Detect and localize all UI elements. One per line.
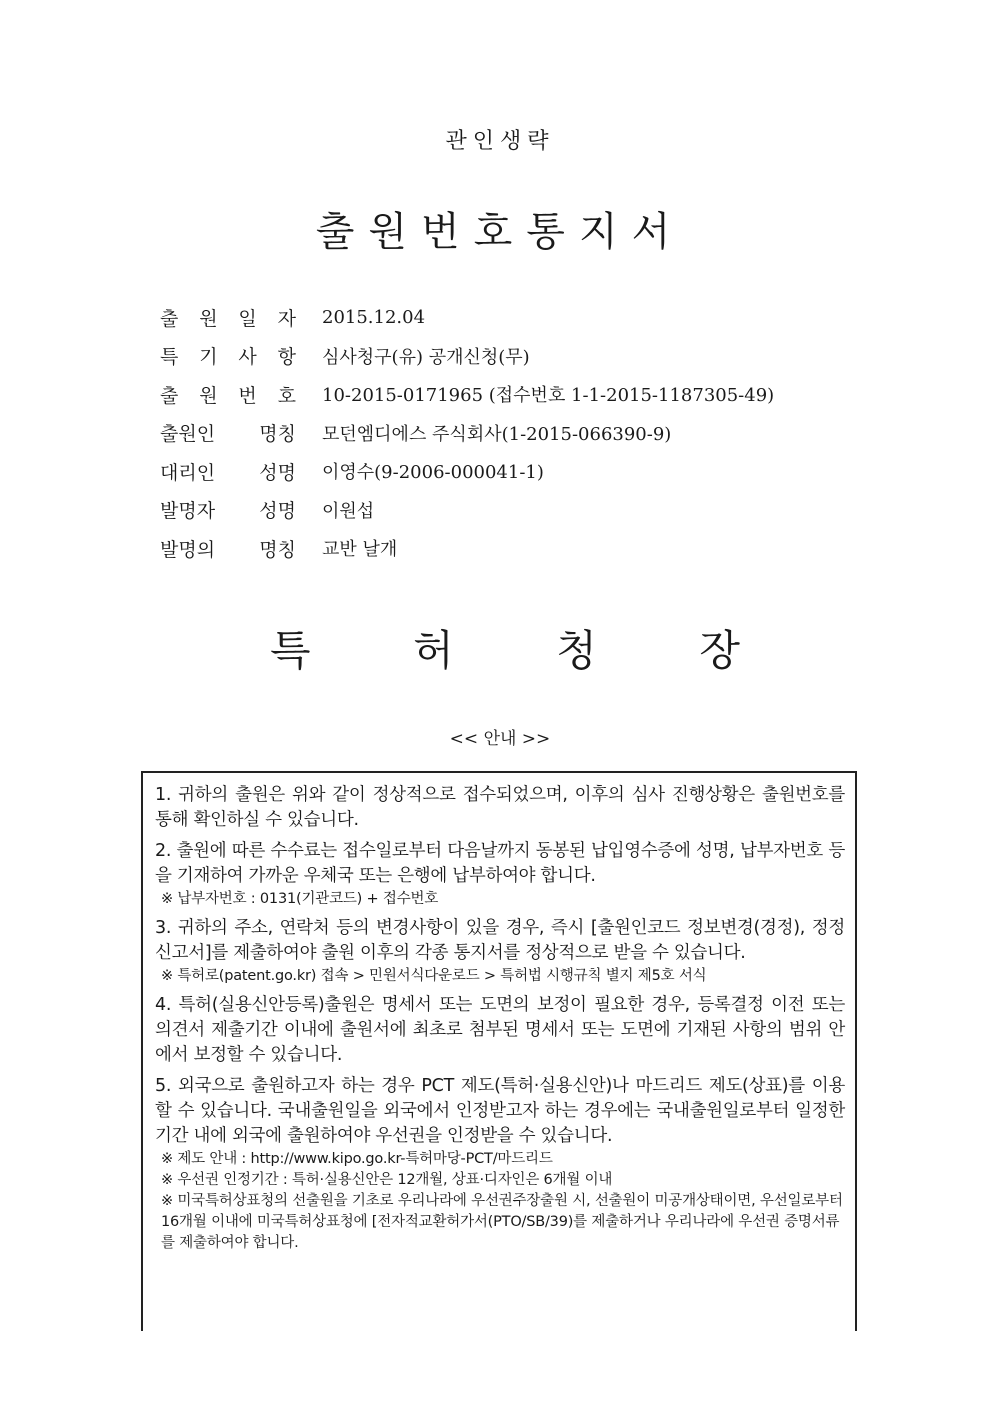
guide-box <box>141 771 857 1331</box>
info-value-invention-title: 교반 날개 <box>322 539 398 561</box>
document-title: 출원번호통지서 <box>315 209 685 255</box>
info-value-agent-name: 이영수(9-2006-000041-1) <box>322 462 544 484</box>
info-row-filing-date <box>160 298 860 337</box>
info-row-special-notes <box>160 337 860 376</box>
info-row-invention-title <box>160 529 860 568</box>
info-value-special-notes: 심사청구(유) 공개신청(무) <box>322 346 530 368</box>
info-label: 출원인 명칭 <box>160 423 296 446</box>
info-value-application-number: 10-2015-0171965 (접수번호 1-1-2015-1187305-49) <box>322 385 775 407</box>
info-label: 발명자 성명 <box>160 500 296 523</box>
guide-item-1: 1. 귀하의 출원은 위와 같이 정상적으로 접수되었으며, 이후의 심사 진행상황은 출원번호를 통해 확인하실 수 있습니다. <box>155 785 845 830</box>
guide-note: ※ 납부자번호 : 0131(기관코드) + 접수번호 <box>161 891 439 907</box>
info-label: 대리인 성명 <box>160 461 296 484</box>
info-row-agent-name <box>160 452 860 491</box>
guide-item-3: 3. 귀하의 주소, 연락처 등의 변경사항이 있을 경우, 즉시 [출원인코드 정보변경(경정), 정정신고서]를 제출하여야 출원 이후의 각종 통지서를 정상적으로 받을 수 있습니다. ※ 특허로(patent.go.kr) 접속 > 민원서식다운로드 > 특허법 시행규칙 별지 제5호 서식 <box>155 916 845 987</box>
info-value-applicant-name: 모던엠디에스 주식회사(1-2015-066390-9) <box>322 423 672 445</box>
info-row-inventor-name <box>160 491 860 530</box>
guide-item-4: 4. 특허(실용신안등록)출원은 명세서 또는 도면의 보정이 필요한 경우, 등록결정 이전 또는 의견서 제출기간 이내에 출원서에 최초로 첨부된 명세서 또는 도면에 기재된 사항의 범위 안에서 보정할 수 있습니다. <box>155 995 845 1065</box>
issuer-commissioner: 특 허 청 장 <box>270 626 740 675</box>
info-label: 발명의 명칭 <box>160 538 296 561</box>
info-label: 출 원 일 자 <box>160 307 296 330</box>
guide-item-2: 2. 출원에 따른 수수료는 접수일로부터 다음날까지 동봉된 납입영수증에 성명, 납부자번호 등을 기재하여 가까운 우체국 또는 은행에 납부하여야 합니다. ※ 납부자번호 : 0131(기관코드) + 접수번호 <box>155 839 845 910</box>
info-label: 특 기 사 항 <box>160 346 296 369</box>
application-info-table <box>160 298 860 568</box>
seal-omitted-note: 관인생략 <box>445 129 555 154</box>
guide-item-5: 5. 외국으로 출원하고자 하는 경우 PCT 제도(특허·실용신안)나 마드리드 제도(상표)를 이용할 수 있습니다. 국내출원일을 외국에서 인정받고자 하는 경우에는 국내출원일로부터 일정한 기간 내에 외국에 출원하여야 우선권을 인정받을 수 있습니다. ※ 제도 안내 : http://www.kipo.go.kr-특허마당-PCT/마드리드 ※ 우선권 인정기간 : 특허·실용신안은 12개월, 상표·디자인은 6개월 이내 ※ 미국특허상표청의 선출원을 기초로 우리나라에 우선권주장출원 시, 선출원이 미공개상태이면, 우선일로부터 16개월 이내에 미국특허상표청에 [전자적교환허가서(PTO/SB/39)를 제출하거나 우리나라에 우선권 증명서류를 제출하여야 합니다. <box>155 1074 845 1254</box>
info-value-filing-date: 2015.12.04 <box>322 306 426 328</box>
guide-note: ※ 특허로(patent.go.kr) 접속 > 민원서식다운로드 > 특허법 시행규칙 별지 제5호 서식 <box>161 968 707 984</box>
info-row-applicant-name <box>160 414 860 453</box>
guide-note: ※ 제도 안내 : http://www.kipo.go.kr-특허마당-PCT/마드리드 <box>161 1151 553 1167</box>
guide-heading: << 안내 >> <box>449 729 551 749</box>
guide-note: ※ 우선권 인정기간 : 특허·실용신안은 12개월, 상표·디자인은 6개월 이내 <box>161 1172 613 1188</box>
info-row-application-number <box>160 375 860 414</box>
guide-note: ※ 미국특허상표청의 선출원을 기초로 우리나라에 우선권주장출원 시, 선출원이 미공개상태이면, 우선일로부터 16개월 이내에 미국특허상표청에 [전자적교환허가서(PTO/SB/39)를 제출하거나 우리나라에 우선권 증명서류를 제출하여야 합니다. <box>161 1193 843 1251</box>
info-label: 출 원 번 호 <box>160 384 296 407</box>
info-value-inventor-name: 이원섭 <box>322 500 375 522</box>
